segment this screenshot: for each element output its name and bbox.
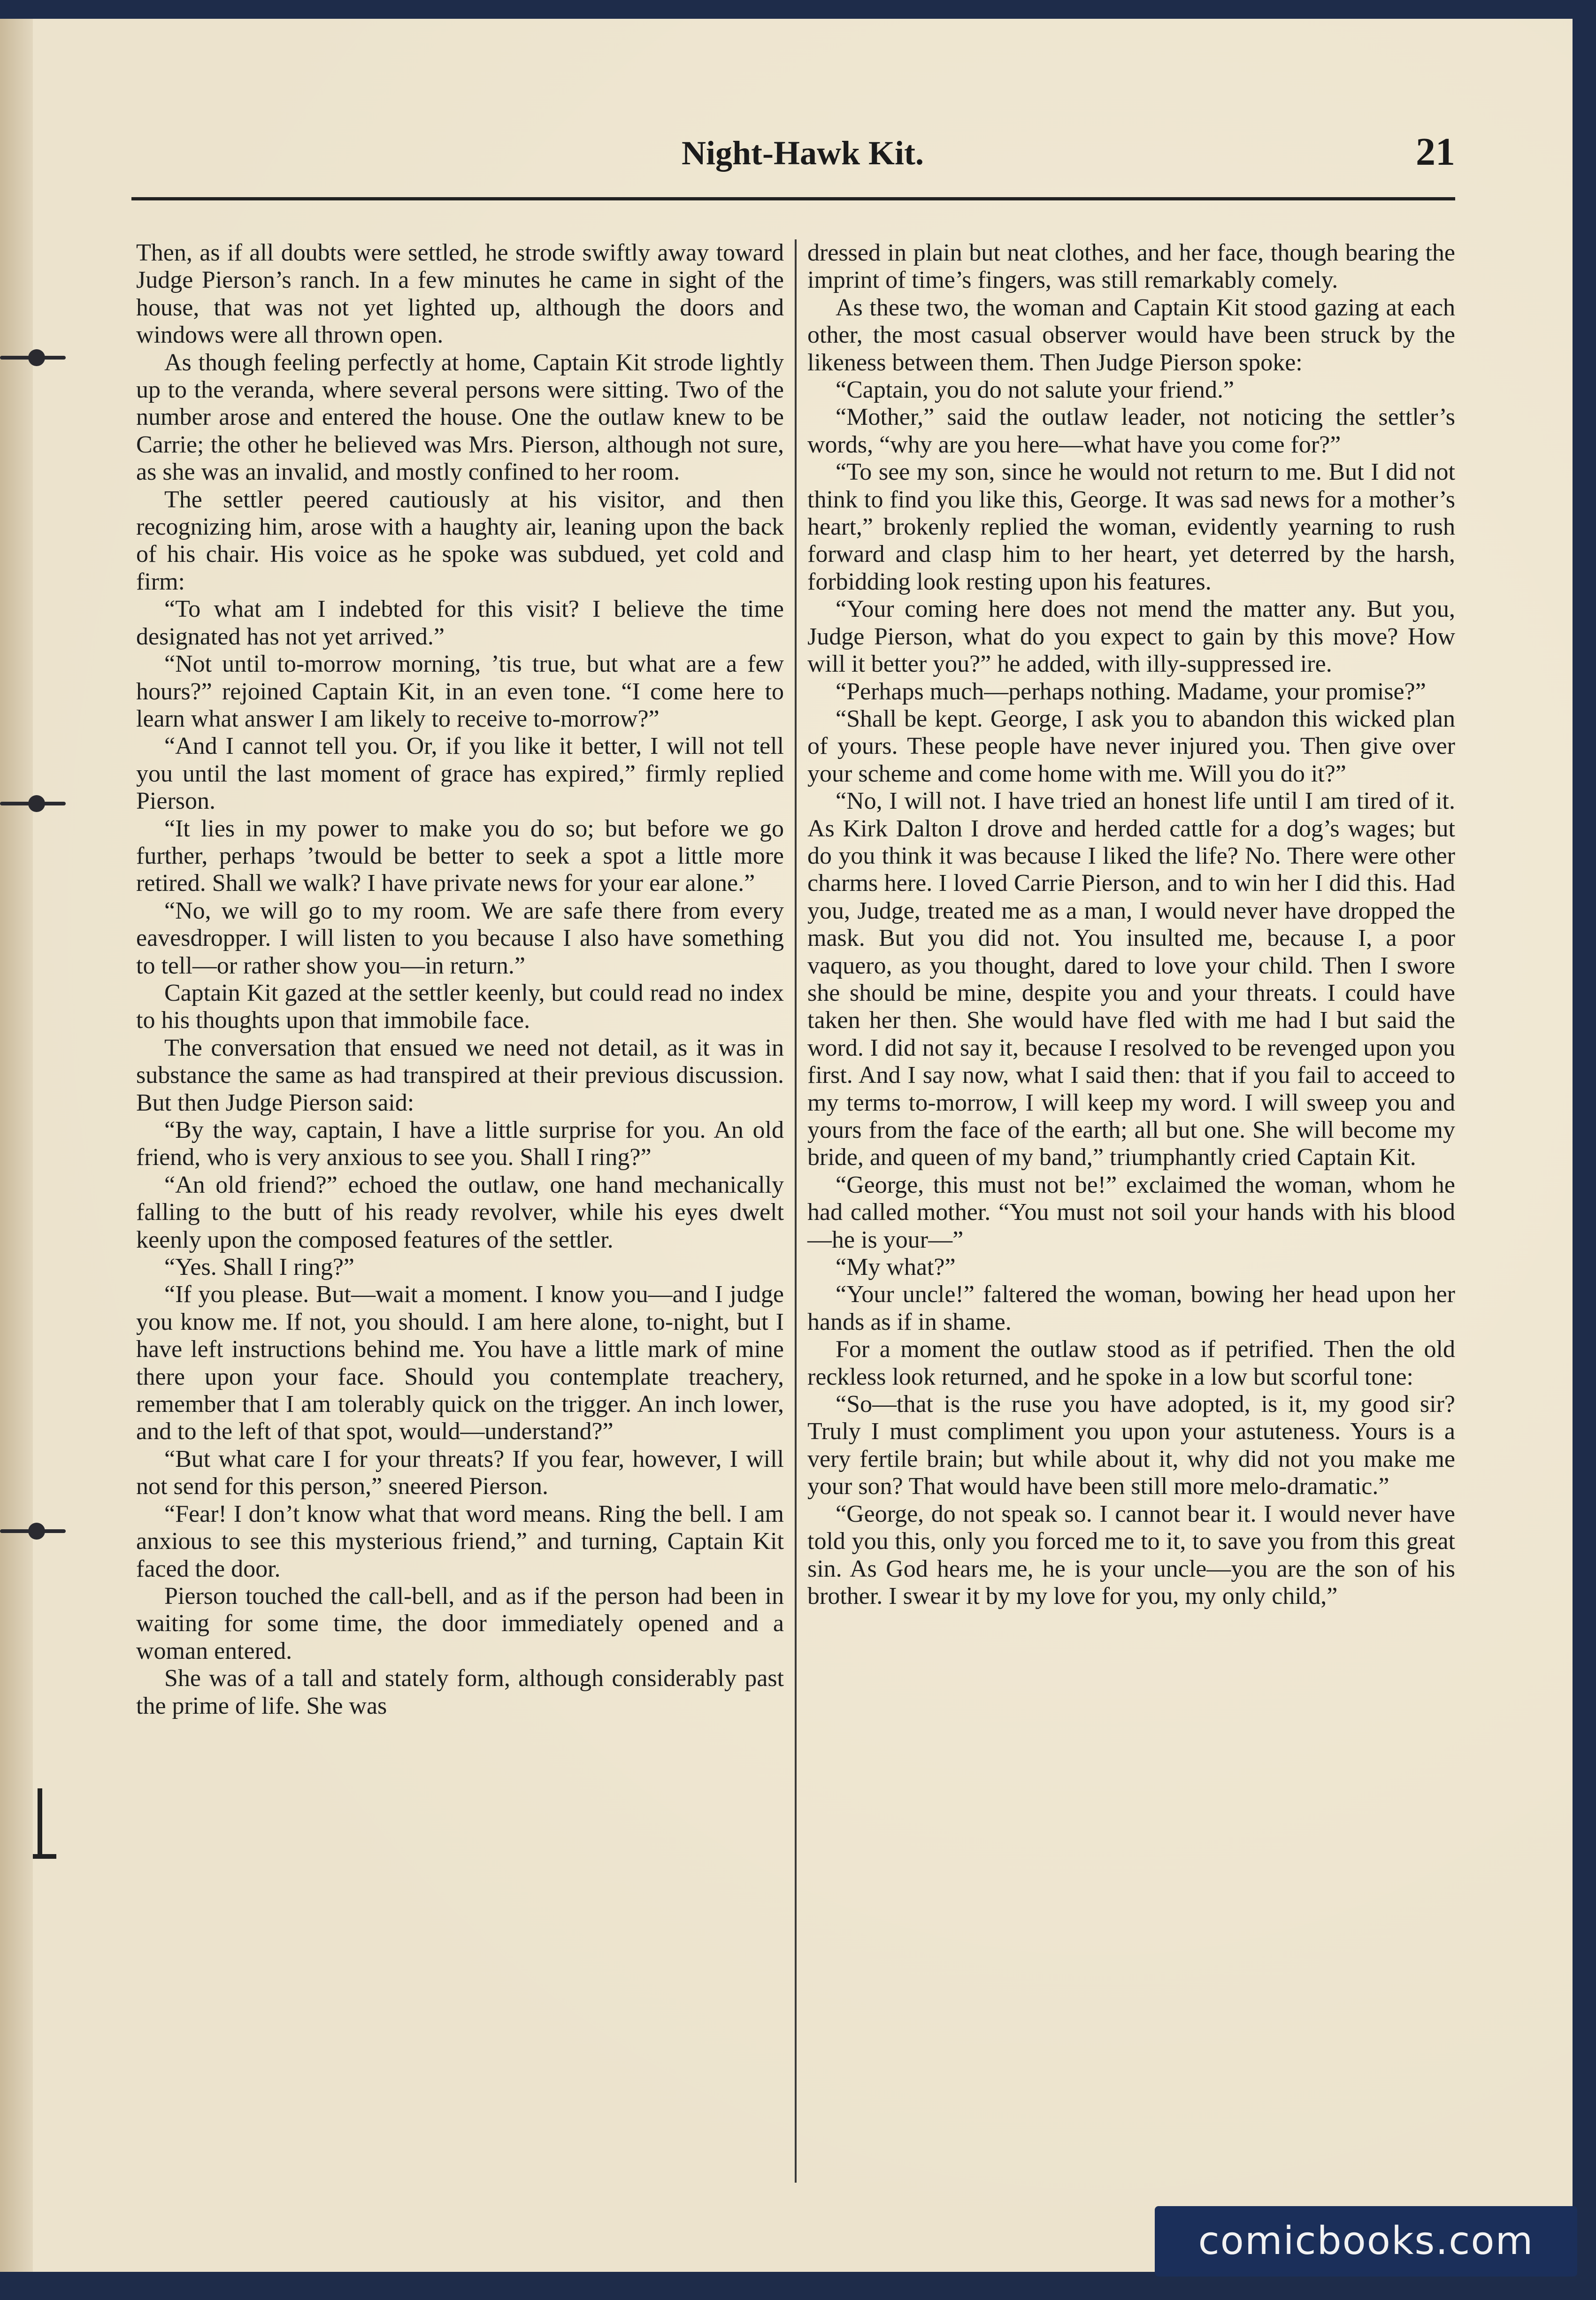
page <box>0 19 1573 2272</box>
paragraph: “By the way, captain, I have a little surprise for you. An old friend, who is very anxious to see you. Shall I ring?” <box>136 1117 784 1171</box>
paragraph: She was of a tall and stately form, although considerably past the prime of life. She was <box>136 1665 784 1719</box>
site-watermark: comicbooks.com <box>1155 2206 1577 2277</box>
paragraph: “Shall be kept. George, I ask you to abandon this wicked plan of yours. These people have never injured you. Then give over your scheme and come home with me. Will you do it?” <box>807 705 1455 787</box>
paragraph: “No, we will go to my room. We are safe there from every eavesdropper. I will listen to you because I also have something to tell—or rather show you—in return.” <box>136 897 784 979</box>
column-divider <box>795 239 797 2183</box>
paragraph: The conversation that ensued we need not detail, as it was in substance the same as had transpired at their previous discussion. But then Judge Pierson said: <box>136 1034 784 1116</box>
paragraph: “Perhaps much—perhaps nothing. Madame, your promise?” <box>836 678 1426 705</box>
paragraph: “So—that is the ruse you have adopted, is it, my good sir? Truly I must compliment you upon your astuteness. Yours is a very fertile brain; but while about it, why did not you make me your son? That would have been still more melo-dramatic.” <box>807 1391 1455 1500</box>
paragraph: “Yes. Shall I ring?” <box>164 1254 354 1281</box>
paragraph: “Your uncle!” faltered the woman, bowing her head upon her hands as if in shame. <box>807 1281 1455 1335</box>
paragraph: “But what care I for your threats? If you fear, however, I will not send for this person,” sneered Pierson. <box>136 1445 784 1500</box>
paragraph: “And I cannot tell you. Or, if you like it better, I will not tell you until the last moment of grace has expired,” firmly replied Pierson. <box>136 733 784 815</box>
page-number: 21 <box>1416 130 1455 174</box>
paragraph: For a moment the outlaw stood as if petrified. Then the old reckless look returned, and he spoke in a low but scorful tone: <box>807 1336 1455 1390</box>
paragraph: “Not until to-morrow morning, ’tis true, but what are a few hours?” rejoined Captain Kit, in an even tone. “I come here to learn what answer I am likely to receive to-morrow?” <box>136 651 784 732</box>
paragraph: “If you please. But—wait a moment. I know you—and I judge you know me. If not, you should. I am here alone, to-night, but I have left instructions behind me. You have a little mark of mine there upon your face. Should you contemplate treachery, remember that I am tolerably quick on the trigger. An inch lower, and to the left of that spot, would—understand?” <box>136 1281 784 1445</box>
paragraph: “Fear! I don’t know what that word means. Ring the bell. I am anxious to see this mysterious friend,” and turning, Captain Kit faced the door. <box>136 1500 784 1582</box>
paragraph: “George, do not speak so. I cannot bear it. I would never have told you this, only you forced me to it, to save you from this great sin. As God hears me, he is your uncle—you are the son of his brother. I swear it by my love for you, my only child,” <box>807 1500 1455 1610</box>
paragraph: “George, this must not be!” exclaimed the woman, whom he had called mother. “You must not soil your hands with his blood—he is your—” <box>807 1171 1455 1253</box>
header-rule <box>131 197 1455 200</box>
paragraph: “Your coming here does not mend the matter any. But you, Judge Pierson, what do you expect to gain by this move? How will it better you?” he added, with illy-suppressed ire. <box>807 596 1455 678</box>
paragraph: Then, as if all doubts were settled, he strode swiftly away toward Judge Pierson’s ranch. In a few minutes he came in sight of the house, that was not yet lighted up, although the doors and windows were all thrown open. <box>136 239 784 349</box>
paragraph: “My what?” <box>836 1254 956 1281</box>
paragraph: As these two, the woman and Captain Kit stood gazing at each other, the most casual observer would have been struck by the likeness between them. Then Judge Pierson spoke: <box>807 294 1455 376</box>
paragraph: Captain Kit gazed at the settler keenly, but could read no index to his thoughts upon that immobile face. <box>136 979 784 1034</box>
text-column-left <box>136 239 784 1720</box>
paragraph: The settler peered cautiously at his visitor, and then recognizing him, arose with a haughty air, leaning upon the back of his chair. His voice as he spoke was subdued, yet cold and firm: <box>136 486 784 595</box>
text-column-right <box>807 239 1455 1610</box>
paragraph: Pierson touched the call-bell, and as if the person had been in waiting for some time, the door immediately opened and a woman entered. <box>136 1582 784 1664</box>
binding-stitch <box>0 798 70 809</box>
paragraph: “It lies in my power to make you do so; but before we go further, perhaps ’twould be better to seek a spot a little more retired. Shall we walk? I have private news for your ear alone.” <box>136 815 784 897</box>
paragraph: “Mother,” said the outlaw leader, not noticing the settler’s words, “why are you here—what have you come for?” <box>807 404 1455 458</box>
binding-stitch <box>0 352 70 363</box>
margin-mark <box>33 1788 47 1863</box>
paragraph: “Captain, you do not salute your friend.” <box>836 376 1235 404</box>
paragraph: “To see my son, since he would not return to me. But I did not think to find you like this, George. It was sad news for a mother’s heart,” brokenly replied the woman, evidently yearning to rush forward and clasp him to her heart, yet deterred by the harsh, forbidding look resting upon his features. <box>807 459 1455 595</box>
paragraph: “To what am I indebted for this visit? I believe the time designated has not yet arrived.” <box>136 596 784 650</box>
paragraph: “An old friend?” echoed the outlaw, one hand mechanically falling to the butt of his ready revolver, while his eyes dwelt keenly upon the composed features of the settler. <box>136 1171 784 1253</box>
paragraph: “No, I will not. I have tried an honest life until I am tired of it. As Kirk Dalton I drove and herded cattle for a dog’s wages; but do you think it was because I liked the life? No. There were other charms here. I loved Carrie Pierson, and to win her I did this. Had you, Judge, treated me as a man, I would never have dropped the mask. But you did not. You insulted me, because I, a poor vaquero, as you thought, dared to love your child. Then I swore she should be mine, despite you and your threats. I could have taken her then. She would have fled with me had I but said the word. I did not say it, because I resolved to be revenged upon you first. And I say now, what I said then: that if you fail to acceed to my terms to-morrow, I will keep my word. I will sweep you and yours from the face of the earth; all but one. She will become my bride, and queen of my band,” triumphantly cried Captain Kit. <box>807 788 1455 1171</box>
running-head-title: Night-Hawk Kit. <box>681 134 924 172</box>
paragraph: dressed in plain but neat clothes, and her face, though bearing the imprint of time’s fingers, was still remarkably comely. <box>807 239 1455 294</box>
paragraph: As though feeling perfectly at home, Captain Kit strode lightly up to the veranda, where several persons were sitting. Two of the number arose and entered the house. One the outlaw knew to be Carrie; the other he believed was Mrs. Pierson, although not sure, as she was an invalid, and mostly confined to her room. <box>136 349 784 486</box>
binding-stitch <box>0 1526 70 1537</box>
